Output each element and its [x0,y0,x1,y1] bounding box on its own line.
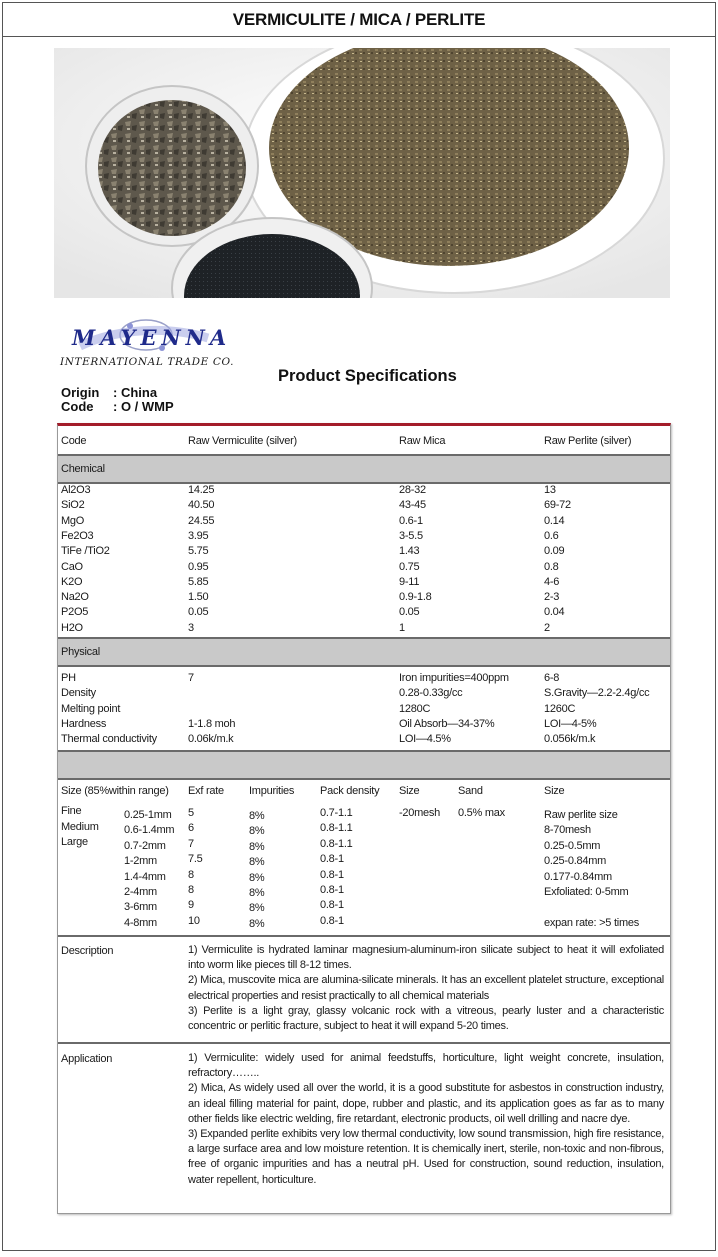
size-row-pack-density: 0.8-1 [320,899,344,912]
chemical-row-label: CaO [61,560,83,573]
size-row-size-range: 0.6-1.4mm [124,824,175,837]
code-row [61,400,174,414]
physical-perlite-value: 6-8 [544,672,560,684]
chemical-row-label: K2O [61,575,83,588]
divider [58,935,670,937]
size-grade-label: Large [61,836,88,848]
physical-perlite-value: 0.056k/m.k [544,733,596,746]
physical-row-label: Melting point [61,702,121,715]
chemical-vermiculite-value: 5.75 [188,545,209,558]
size-row-size-range: 3-6mm [124,901,157,914]
mica-size-value: -20mesh [399,807,441,819]
size-row-pack-density: 0.8-1 [320,914,344,927]
physical-perlite-value: LOI—4-5% [544,717,597,730]
size-row-pack-density: 0.8-1.1 [320,837,353,850]
description-paragraph: 3) Perlite is a light gray, glassy volcanic rock with a vitreous, pearly luster and a characteristic concentric or perlitic fracture, subject to heat it will expand 5-20 times. [188,1004,664,1033]
size-row-size-range: 0.25-1mm [124,809,172,821]
perlite-size-item: 0.177-0.84mm [544,870,612,883]
chemical-perlite-value: 69-72 [544,499,571,512]
chemical-mica-value: 0.75 [399,560,420,573]
chemical-vermiculite-value: 5.85 [188,575,209,588]
size-row-size-range: 0.7-2mm [124,839,166,852]
perlite-size-item: expan rate: >5 times [544,916,639,929]
size-row-impurities: 8% [249,856,265,869]
physical-mica-value: Oil Absorb—34-37% [399,717,495,730]
chemical-mica-value: 0.05 [399,606,420,619]
size-row-pack-density: 0.8-1.1 [320,822,353,835]
logo-brand-text: MAYENNA [72,325,232,350]
physical-mica-value: 0.28-0.33g/cc [399,687,463,700]
size-row-exf-rate: 7 [188,837,194,850]
application-paragraph: 2) Mica, As widely used all over the world, it is a good substitute for asbestos in construction industry, an ideal filling material for paint, dope, rubber and plastic, and its application goes as far as to many other fields like electric welding, fire retardant, electronic products, oil well drilling and nacre dye. [188,1082,664,1125]
chemical-mica-value: 9-11 [399,575,420,588]
chemical-mica-value: 1.43 [399,545,420,558]
chemical-vermiculite-value: 24.55 [188,514,215,527]
size-row-exf-rate: 5 [188,807,194,819]
chemical-mica-value: 0.9-1.8 [399,591,432,604]
chemical-row-label: Al2O3 [61,484,91,496]
size-row-exf-rate: 8 [188,884,194,896]
code-label: Code [61,399,94,414]
header-code: Code [61,435,87,447]
section-label-chemical: Chemical [61,463,105,475]
description-paragraph: 2) Mica, muscovite mica are alumina-silicate minerals. It has an excellent platelet structure, exceptional electrical properties and resist practically to all chemical materials [188,974,664,1002]
physical-row-label: Density [61,687,96,700]
chemical-vermiculite-value: 40.50 [188,499,215,512]
size-row-pack-density: 0.7-1.1 [320,807,353,819]
mica-sand-value: 0.5% max [458,807,505,819]
description-label: Description [61,945,114,957]
chemical-row-label: TiFe /TiO2 [61,545,110,558]
size-header-exf-rate: Exf rate [188,785,224,797]
size-header-impurities: Impurities [249,785,295,797]
origin-label: Origin [61,385,100,400]
chemical-perlite-value: 2-3 [544,591,560,604]
physical-vermiculite-value: 1-1.8 moh [188,717,236,730]
chemical-row-label: MgO [61,514,85,527]
chemical-perlite-value: 13 [544,484,556,496]
chemical-perlite-value: 0.04 [544,606,565,619]
size-row-exf-rate: 8 [188,868,194,881]
size-row-impurities: 8% [249,871,265,884]
size-row-exf-rate: 9 [188,899,194,912]
chemical-vermiculite-value: 3.95 [188,529,209,542]
page-title: VERMICULITE / MICA / PERLITE [232,9,486,29]
perlite-size-item: 8-70mesh [544,824,591,837]
chemical-vermiculite-value: 3 [188,621,194,634]
product-photo [54,48,670,298]
logo-graphic [58,318,238,370]
size-grade-label: Medium [61,820,99,833]
physical-row-label: Thermal conductivity [61,733,157,746]
physical-mica-value: 1280C [399,702,431,715]
perlite-size-item: Exfoliated: 0-5mm [544,886,629,898]
description-paragraph: 1) Vermiculite is hydrated laminar magnesium-aluminum-iron silicate subject to heat it will exfoliated into worm like pieces till 8-12 times. [188,944,664,972]
application-paragraph: 1) Vermiculite: widely used for animal feedstuffs, horticulture, light weight concrete, insulation, refractory…….. [188,1052,664,1080]
application-text [188,1051,664,1188]
chemical-vermiculite-value: 1.50 [188,591,209,604]
physical-vermiculite-value: 0.06k/m.k [188,733,234,746]
size-row-impurities: 8% [249,887,265,899]
physical-perlite-value: S.Gravity—2.2-2.4g/cc [544,687,650,700]
size-header-perlite-size: Size [544,785,565,797]
header-vermiculite: Raw Vermiculite (silver) [188,435,297,447]
size-row-pack-density: 0.8-1 [320,868,344,881]
product-specifications-heading: Product Specifications [278,367,457,385]
size-row-pack-density: 0.8-1 [320,853,344,866]
physical-row-label: PH [61,672,76,684]
size-row-size-range: 1.4-4mm [124,870,166,883]
size-row-exf-rate: 6 [188,822,194,835]
chemical-vermiculite-value: 0.05 [188,606,209,619]
description-text [188,943,664,1034]
title-bar [3,3,715,37]
perlite-size-item: 0.25-0.84mm [544,855,607,868]
perlite-size-item: 0.25-0.5mm [544,839,601,852]
chemical-perlite-value: 0.6 [544,529,559,542]
chemical-vermiculite-value: 0.95 [188,560,209,573]
origin-row [61,386,174,400]
physical-row-label: Hardness [61,717,107,730]
application-paragraph: 3) Expanded perlite exhibits very low thermal conductivity, low sound transmission, high fire resistance, a large surface area and low moisture retention. It is chemically inert, sterile, non-toxic and non-fibrous, free of organic impurities and has a neutral pH. Used for construction, sound reduction, insulation, water repellent, horticulture. [188,1128,664,1186]
size-row-impurities: 8% [249,810,265,822]
section-label-physical: Physical [61,646,100,658]
size-header-pack-density: Pack density [320,785,380,797]
divider [58,1042,670,1044]
chemical-row-label: Fe2O3 [61,529,94,542]
chemical-mica-value: 0.6-1 [399,514,423,527]
size-row-size-range: 4-8mm [124,916,157,929]
mayenna-logo [58,318,238,370]
size-row-exf-rate: 10 [188,914,200,927]
chemical-row-label: SiO2 [61,499,85,512]
chemical-mica-value: 3-5.5 [399,529,423,542]
code-value: : O / WMP [113,399,174,414]
size-header-sand: Sand [458,785,483,797]
spec-table [57,423,671,1214]
physical-perlite-value: 1260C [544,702,576,715]
chemical-perlite-value: 4-6 [544,575,560,588]
header-perlite: Raw Perlite (silver) [544,435,632,447]
origin-value: : China [113,385,158,400]
physical-mica-value: Iron impurities=400ppm [399,672,509,684]
chemical-row-label: Na2O [61,591,89,604]
chemical-perlite-value: 0.09 [544,545,565,558]
chemical-perlite-value: 0.8 [544,560,559,573]
physical-mica-value: LOI—4.5% [399,733,451,746]
chemical-perlite-value: 2 [544,621,550,634]
application-label: Application [61,1053,113,1065]
section-band-size [58,752,670,780]
size-row-impurities: 8% [249,902,265,915]
chemical-perlite-value: 0.14 [544,514,565,527]
chemical-mica-value: 43-45 [399,499,426,512]
size-row-size-range: 2-4mm [124,886,157,898]
size-header-range: Size (85%within range) [61,785,169,797]
origin-block [61,386,174,414]
product-photo-image [54,48,670,298]
size-row-size-range: 1-2mm [124,855,157,868]
size-row-pack-density: 0.8-1 [320,884,344,896]
size-header-mica-size: Size [399,785,420,797]
size-row-impurities: 8% [249,917,265,930]
chemical-mica-value: 1 [399,621,405,634]
size-row-exf-rate: 7.5 [188,853,203,866]
size-row-impurities: 8% [249,840,265,853]
perlite-size-item: Raw perlite size [544,809,618,821]
logo-tagline-text: INTERNATIONAL TRADE CO. [60,356,235,368]
section-band-physical [58,639,670,667]
section-band-chemical [58,456,670,484]
physical-vermiculite-value: 7 [188,672,194,684]
chemical-vermiculite-value: 14.25 [188,484,215,496]
chemical-row-label: H2O [61,621,83,634]
size-grade-label: Fine [61,805,82,817]
chemical-mica-value: 28-32 [399,484,426,496]
header-mica: Raw Mica [399,435,446,447]
chemical-row-label: P2O5 [61,606,89,619]
size-row-impurities: 8% [249,825,265,838]
